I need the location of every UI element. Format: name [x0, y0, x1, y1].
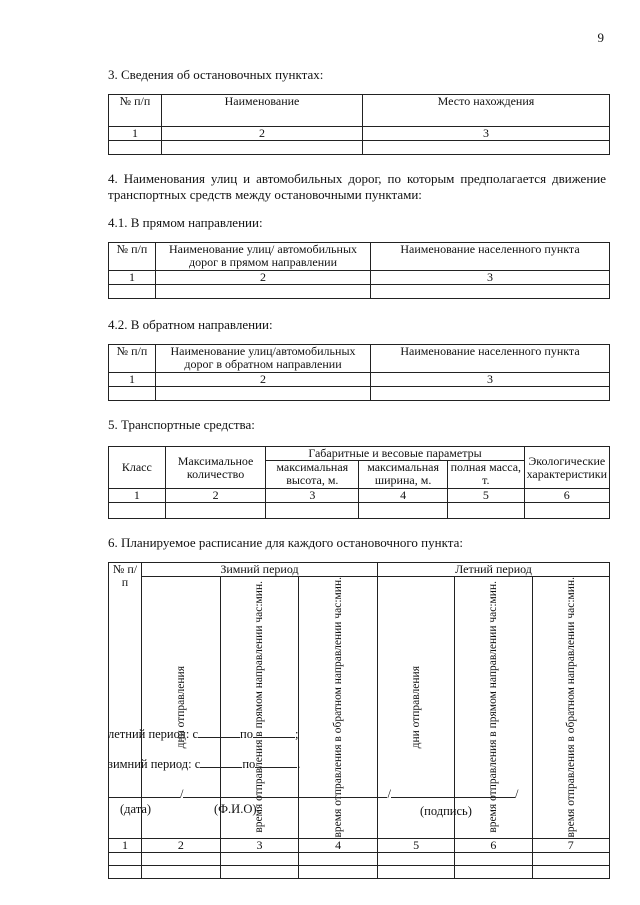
num-cell: 3 [220, 838, 299, 852]
num-cell: 1 [109, 838, 142, 852]
page-number: 9 [597, 30, 604, 45]
section4-title: 4. Наименования улиц и автомобильных дорог, по которым предполагается движение транспортных средств между остановочными пунктами: [108, 171, 606, 202]
col-num-header: № п/п [109, 563, 142, 839]
empty-cell[interactable] [165, 503, 266, 519]
slash: / [387, 787, 391, 801]
col-settlement-header: Наименование населенного пункта [371, 345, 610, 373]
empty-cell[interactable] [220, 852, 299, 865]
empty-cell[interactable] [266, 503, 359, 519]
vehicles-table [108, 446, 610, 519]
empty-cell[interactable] [363, 141, 610, 155]
num-cell: 5 [448, 489, 525, 503]
summer-period-line [108, 726, 298, 742]
num-cell: 4 [359, 489, 448, 503]
col-width-header: максимальная ширина, м. [359, 461, 448, 489]
empty-cell[interactable] [455, 865, 532, 878]
empty-cell[interactable] [142, 852, 221, 865]
summer-reverse-time-header: время отправления в обратном направлении час:мин. [564, 577, 577, 838]
summer-period-label: летний период: с [108, 727, 199, 741]
section4-2-title: 4.2. В обратном направлении: [108, 317, 273, 332]
winter-forward-time-header: время отправления в прямом направлении час:мин. [253, 581, 266, 834]
signature-field[interactable] [391, 786, 515, 798]
fio-caption: (Ф.И.О). [214, 802, 260, 816]
num-cell: 1 [109, 127, 162, 141]
po-label: по [240, 727, 253, 741]
num-cell: 1 [109, 271, 156, 285]
empty-cell[interactable] [109, 503, 166, 519]
winter-period-header: Зимний период [142, 563, 378, 577]
col-eco-header: Экологические характеристики [524, 447, 609, 489]
num-cell: 6 [524, 489, 609, 503]
empty-cell[interactable] [532, 865, 609, 878]
winter-end-mark: . [297, 757, 301, 771]
empty-cell[interactable] [371, 285, 610, 299]
num-cell: 3 [266, 489, 359, 503]
empty-cell[interactable] [524, 503, 609, 519]
fio-field[interactable] [183, 786, 387, 798]
empty-cell[interactable] [532, 852, 609, 865]
date-field[interactable] [108, 786, 180, 798]
empty-cell[interactable] [371, 387, 610, 401]
num-cell: 1 [109, 373, 156, 387]
col-class-header: Класс [109, 447, 166, 489]
col-location-header: Место нахождения [363, 95, 610, 127]
winter-to-field[interactable] [255, 756, 297, 768]
empty-cell[interactable] [162, 141, 363, 155]
summer-forward-time-header: время отправления в прямом направлении час:мин. [487, 581, 500, 834]
section6-title: 6. Планируемое расписание для каждого остановочного пункта: [108, 535, 463, 550]
summer-days-header: дни отправления [410, 666, 423, 749]
col-dimensions-group-header: Габаритные и весовые параметры [266, 447, 524, 461]
summer-period-header: Летний период [377, 563, 609, 577]
empty-cell[interactable] [299, 852, 378, 865]
date-caption: (дата) [120, 802, 152, 816]
empty-cell[interactable] [377, 865, 454, 878]
empty-cell[interactable] [109, 285, 156, 299]
empty-cell[interactable] [448, 503, 525, 519]
num-cell: 4 [299, 838, 378, 852]
summer-end-mark: ; [294, 727, 299, 741]
col-mass-header: полная масса, т. [448, 461, 525, 489]
stops-table [108, 94, 610, 155]
num-cell: 5 [377, 838, 454, 852]
empty-cell[interactable] [299, 865, 378, 878]
schedule-table [108, 562, 610, 879]
empty-cell[interactable] [109, 387, 156, 401]
col-height-header: максимальная высота, м. [266, 461, 359, 489]
num-cell: 3 [371, 373, 610, 387]
num-cell: 2 [165, 489, 266, 503]
empty-cell[interactable] [142, 865, 221, 878]
empty-cell[interactable] [156, 387, 371, 401]
winter-reverse-time-header: время отправления в обратном направлении час:мин. [332, 577, 345, 838]
col-name-header: Наименование [162, 95, 363, 127]
slash: / [514, 787, 519, 801]
col-road-header: Наименование улиц/ автомобильных дорог в прямом направлении [156, 243, 371, 271]
section4-1-title: 4.1. В прямом направлении: [108, 215, 263, 230]
signature-line [108, 786, 518, 802]
forward-roads-table [108, 242, 610, 299]
num-cell: 7 [532, 838, 609, 852]
num-cell: 2 [156, 373, 371, 387]
summer-to-field[interactable] [253, 726, 295, 738]
reverse-roads-table [108, 344, 610, 401]
empty-cell[interactable] [156, 285, 371, 299]
po-label: по [242, 757, 256, 771]
empty-cell[interactable] [109, 141, 162, 155]
winter-period-label: зимний период: с [108, 757, 201, 771]
signature-caption: (подпись) [420, 804, 472, 818]
col-num-header: № п/п [109, 95, 162, 127]
col-max-qty-header: Максимальное количество [165, 447, 266, 489]
num-cell: 3 [363, 127, 610, 141]
summer-from-field[interactable] [198, 726, 240, 738]
empty-cell[interactable] [377, 852, 454, 865]
num-cell: 6 [455, 838, 532, 852]
num-cell: 2 [162, 127, 363, 141]
col-num-header: № п/п [109, 345, 156, 373]
winter-period-line [108, 756, 300, 772]
col-num-header: № п/п [109, 243, 156, 271]
empty-cell[interactable] [109, 865, 142, 878]
winter-days-header: дни отправления [174, 666, 187, 749]
col-road-header: Наименование улиц/автомобильных дорог в обратном направлении [156, 345, 371, 373]
section5-title: 5. Транспортные средства: [108, 417, 255, 432]
winter-from-field[interactable] [200, 756, 242, 768]
col-settlement-header: Наименование населенного пункта [371, 243, 610, 271]
empty-cell[interactable] [109, 852, 142, 865]
section3-title: 3. Сведения об остановочных пунктах: [108, 67, 324, 82]
empty-cell[interactable] [359, 503, 448, 519]
num-cell: 3 [371, 271, 610, 285]
num-cell: 2 [142, 838, 221, 852]
empty-cell[interactable] [455, 852, 532, 865]
slash: / [180, 787, 184, 801]
num-cell: 1 [109, 489, 166, 503]
num-cell: 2 [156, 271, 371, 285]
empty-cell[interactable] [220, 865, 299, 878]
